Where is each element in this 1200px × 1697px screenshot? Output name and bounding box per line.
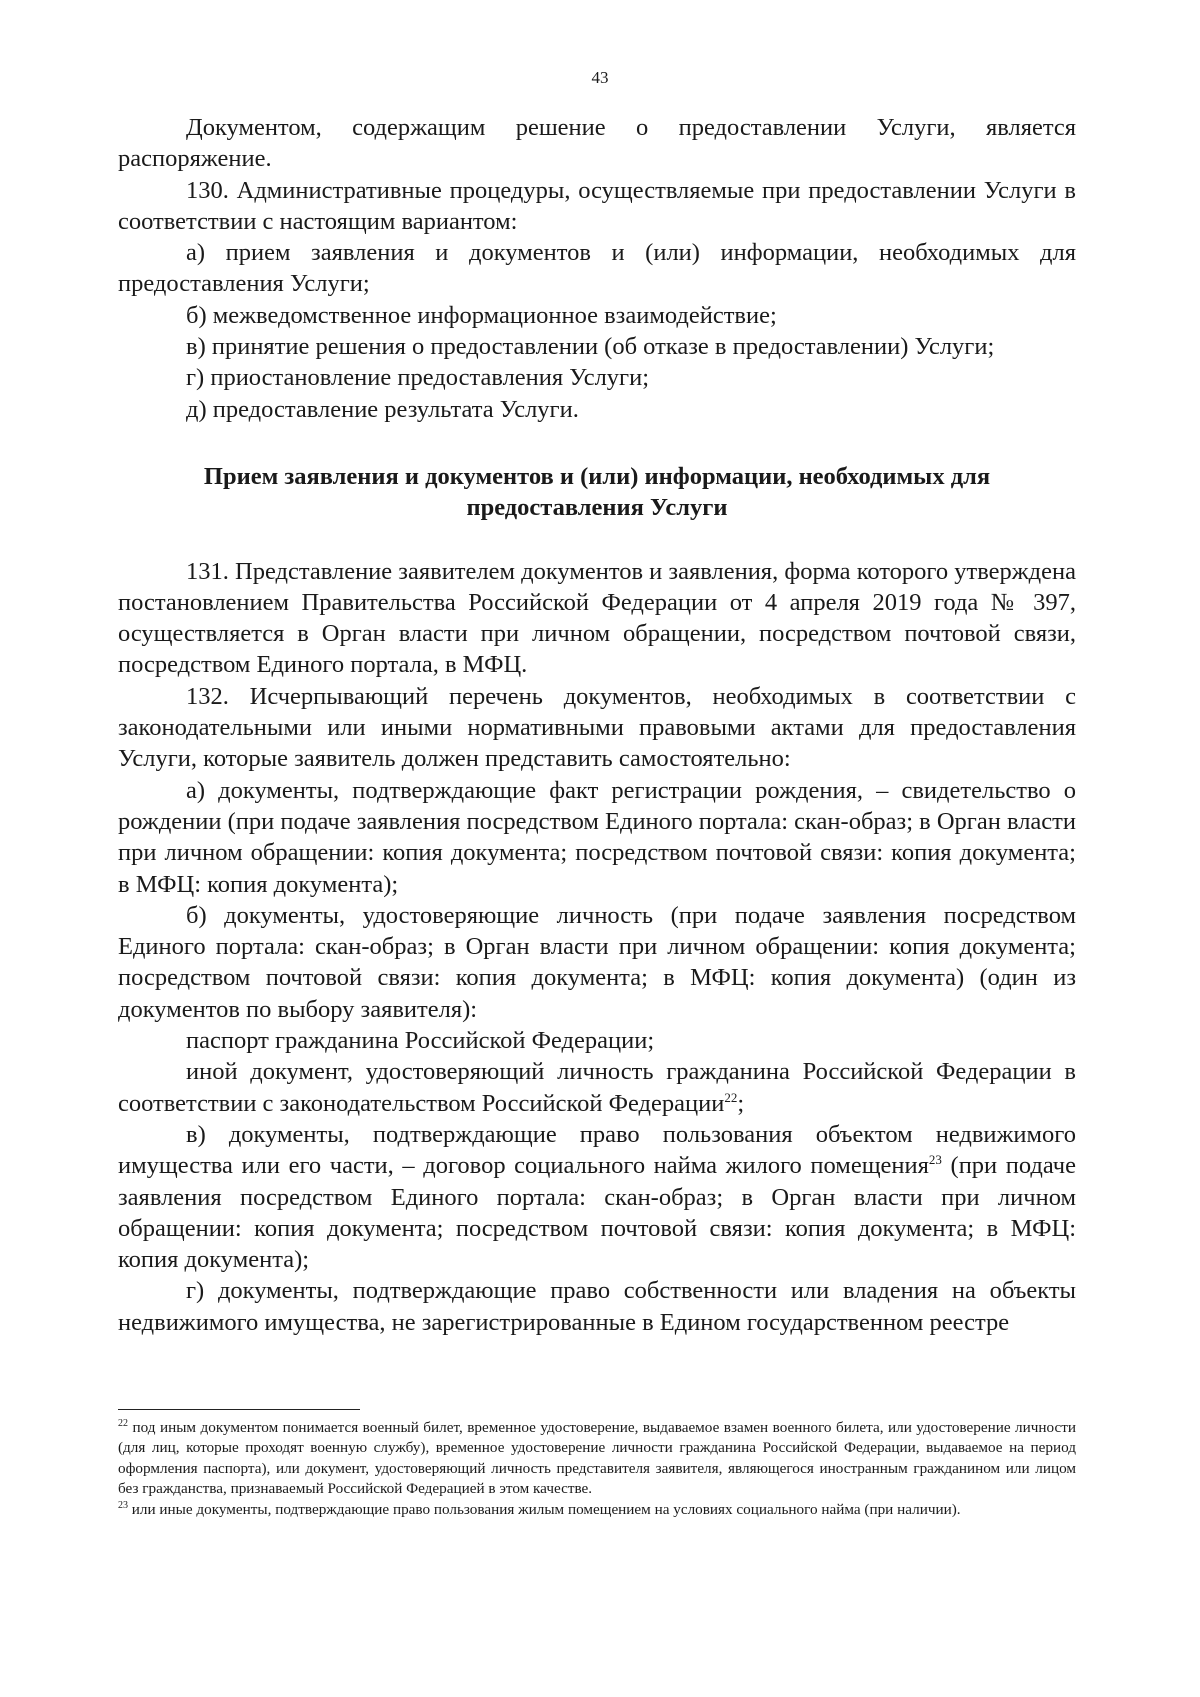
passport-item: паспорт гражданина Российской Федерации; <box>186 1027 655 1055</box>
section-heading: Прием заявления и документов и (или) информации, необходимых для предоставления Услуги <box>203 462 991 522</box>
document-item-v-tail: (при подаче заявления посредством Единого портала: скан-образ; в Орган власти при личном обращении: копия документа; посредством почтовой связи: копия документа; в МФЦ: копия документа); <box>118 1152 1076 1274</box>
paragraph-130: 130. Административные процедуры, осуществляемые при предоставлении Услуги в соответствии с настоящим вариантом: <box>118 176 1076 235</box>
document-body <box>118 112 1076 1338</box>
paragraph-132: 132. Исчерпывающий перечень документов, необходимых в соответствии с законодательными или иными нормативными правовыми актами для предоставления Услуги, которые заявитель должен представить самостоятельно: <box>118 682 1076 773</box>
paragraph-decision-document: Документом, содержащим решение о предоставлении Услуги, является распоряжение. <box>118 114 1076 173</box>
document-item-v <box>118 1119 1076 1275</box>
footnote-number-23: 23 <box>118 1499 128 1511</box>
other-id-text: иной документ, удостоверяющий личность гражданина Российской Федерации в соответствии с законодательством Российской Федерации <box>118 1058 1076 1117</box>
document-item-v-text: в) документы, подтверждающие право пользования объектом недвижимого имущества или его части, – договор социального найма жилого помещения <box>118 1120 1076 1180</box>
other-id-tail: ; <box>737 1089 745 1117</box>
footnote-23 <box>118 1500 1076 1520</box>
list-item-b: б) межведомственное информационное взаимодействие; <box>186 301 777 329</box>
footnote-22 <box>118 1418 1076 1500</box>
document-item-g: г) документы, подтверждающие право собственности или владения на объекты недвижимого имущества, не зарегистрированные в Едином государственном реестре <box>118 1277 1076 1336</box>
document-item-b: б) документы, удостоверяющие личность (при подаче заявления посредством Единого портала: скан-образ; в Орган власти при личном обращении: копия документа; посредством почтовой связи: копия документа; в МФЦ: копия документа) (один из документов по выбору заявителя): <box>118 901 1076 1023</box>
list-item-v: в) принятие решения о предоставлении (об отказе в предоставлении) Услуги; <box>186 333 995 361</box>
footnote-22-text: под иным документом понимается военный билет, временное удостоверение, выдаваемое взамен военного билета, или удостоверение личности (для лиц, которые проходят военную службу), временное удостоверение личности гражданина Российской Федерации, выдаваемое на период оформления паспорта), или документ, удостоверяющий личность представителя заявителя, являющегося иностранным гражданином или лицом без гражданства, признаваемый Российской Федерацией в этом качестве. <box>118 1419 1076 1498</box>
other-id-item <box>118 1056 1076 1119</box>
footnote-separator <box>118 1409 360 1410</box>
paragraph-131: 131. Представление заявителем документов и заявления, форма которого утверждена постановлением Правительства Российской Федерации от 4 апреля 2019 года № 397, осуществляется в Орган власти при личном обращении, посредством почтовой связи, посредством Единого портала, в МФЦ. <box>118 557 1076 679</box>
footnote-ref-23[interactable]: 23 <box>928 1152 942 1168</box>
list-item-d: д) предоставление результата Услуги. <box>186 395 579 423</box>
page-number: 43 <box>591 68 609 87</box>
footnote-ref-22[interactable]: 22 <box>724 1089 738 1105</box>
footnotes <box>118 1418 1076 1520</box>
document-item-a: а) документы, подтверждающие факт регистрации рождения, – свидетельство о рождении (при подаче заявления посредством Единого портала: скан-образ; в Орган власти при личном обращении: копия документа; посредством почтовой связи: копия документа; в МФЦ: копия документа); <box>118 776 1076 898</box>
list-item-g: г) приостановление предоставления Услуги; <box>186 364 650 392</box>
footnote-number-22: 22 <box>118 1417 128 1429</box>
list-item-a: а) прием заявления и документов и (или) информации, необходимых для предоставления Услуги; <box>118 239 1076 298</box>
footnote-23-text: или иные документы, подтверждающие право пользования жилым помещением на условиях социального найма (при наличии). <box>128 1500 961 1518</box>
